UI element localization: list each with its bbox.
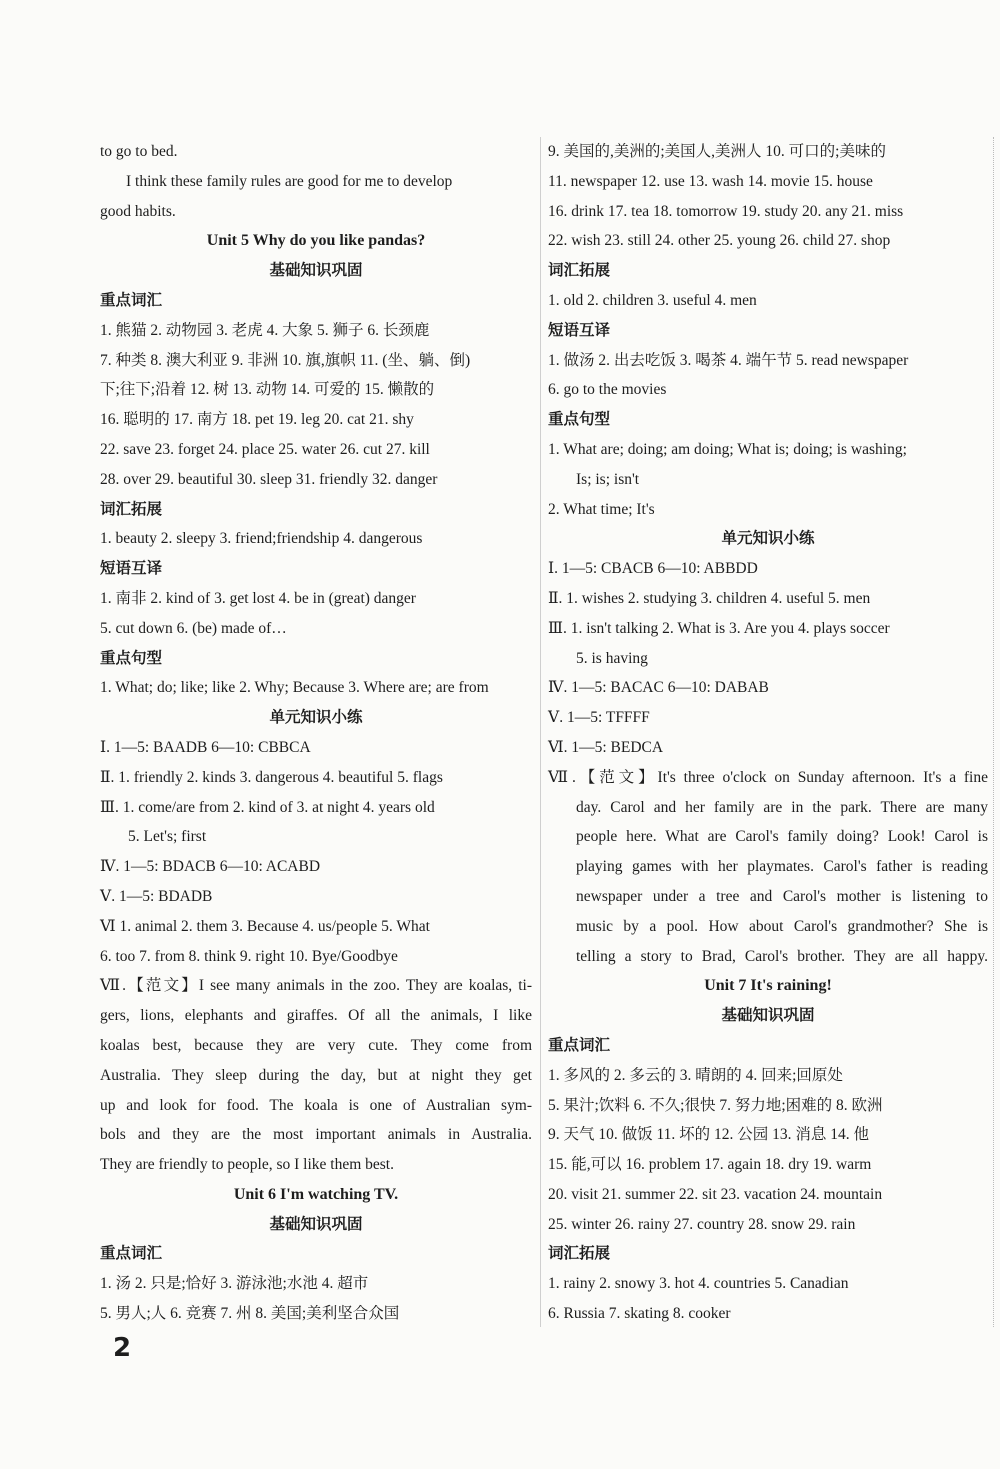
essay-line: playing games with her playmates. Carol's father is reading (576, 858, 988, 876)
answer-line: 25. winter 26. rainy 27. country 28. snow 29. rain (548, 1215, 856, 1233)
answer-line: 1. 南非 2. kind of 3. get lost 4. be in (great) danger (100, 589, 416, 607)
essay-line: bols and they are the most important animals in Australia. (100, 1126, 532, 1144)
answer-line: 1. 汤 2. 只是;恰好 3. 游泳池;水池 4. 超市 (100, 1275, 369, 1293)
answer-line: 6. go to the movies (548, 381, 667, 399)
answer-line: 5. cut down 6. (be) made of… (100, 619, 287, 637)
section-heading: 词汇拓展 (100, 499, 163, 518)
answer-line: Ⅳ. 1—5: BDACB 6—10: ACABD (100, 858, 321, 876)
essay-line: up and look for food. The koala is one of Australian sym- (100, 1096, 532, 1114)
answer-line: Ⅰ. 1—5: CBACB 6—10: ABBDD (548, 560, 758, 578)
essay-line: Ⅶ.【范文】I see many animals in the zoo. They are koalas, ti- (100, 977, 532, 995)
section-heading: 重点句型 (548, 410, 611, 429)
answer-line: 15. 能,可以 16. problem 17. again 18. dry 19. warm (548, 1156, 872, 1174)
unit-title: Unit 5 Why do you like pandas? (206, 232, 426, 250)
answer-line: 11. newspaper 12. use 13. wash 14. movie 15. house (548, 172, 873, 190)
answer-line: Ⅲ. 1. come/are from 2. kind of 3. at night 4. years old (100, 798, 435, 816)
answer-line: Ⅵ. 1—5: BEDCA (548, 738, 664, 756)
section-heading: 重点句型 (100, 648, 163, 667)
answer-line: 1. What are; doing; am doing; What is; doing; is washing; (548, 440, 907, 458)
answer-line: to go to bed. (100, 143, 178, 160)
essay-line: day. Carol and her family are in the park. There are many (576, 798, 988, 816)
answer-line: Ⅰ. 1—5: BAADB 6—10: CBBCA (100, 738, 311, 756)
section-subheading: 单元知识小练 (721, 529, 815, 548)
page-number: 2 (113, 1333, 132, 1363)
answer-line: 16. drink 17. tea 18. tomorrow 19. study 20. any 21. miss (548, 202, 904, 220)
answer-line: 7. 种类 8. 澳大利亚 9. 非洲 10. 旗,旗帜 11. (坐、躺、倒) (100, 351, 471, 369)
essay-line: newspaper under a tree and Carol's mother is listening to (576, 887, 988, 905)
left-column (100, 137, 532, 1329)
section-heading: 重点词汇 (100, 1244, 163, 1263)
section-heading: 词汇拓展 (548, 261, 611, 280)
answer-line: 1. rainy 2. snowy 3. hot 4. countries 5. Canadian (548, 1275, 849, 1293)
answer-line: good habits. (100, 202, 176, 220)
answer-line: Ⅴ. 1—5: BDADB (100, 887, 213, 905)
answer-line: 5. 果汁;饮料 6. 不久;很快 7. 努力地;困难的 8. 欧洲 (548, 1096, 883, 1114)
section-subheading: 基础知识巩固 (721, 1006, 815, 1025)
unit-title: Unit 6 I'm watching TV. (233, 1185, 399, 1203)
section-subheading: 单元知识小练 (269, 708, 363, 727)
answer-line: 16. 聪明的 17. 南方 18. pet 19. leg 20. cat 21. shy (100, 411, 414, 429)
answer-line: 22. save 23. forget 24. place 25. water 26. cut 27. kill (100, 440, 430, 458)
answer-line: 5. 男人;人 6. 竞赛 7. 州 8. 美国;美利坚合众国 (100, 1305, 400, 1323)
answer-line: 2. What time; It's (548, 500, 655, 518)
section-subheading: 基础知识巩固 (269, 261, 363, 280)
answer-line: Ⅳ. 1—5: BACAC 6—10: DABAB (548, 679, 769, 697)
section-heading: 重点词汇 (548, 1035, 611, 1054)
essay-line: music by a pool. How about Carol's grandmother? She is (576, 917, 988, 935)
section-heading: 重点词汇 (100, 290, 163, 309)
unit-title: Unit 7 It's raining! (704, 977, 832, 995)
page-edge (993, 137, 1000, 1327)
essay-line: Ⅶ.【范文】It's three o'clock on Sunday afternoon. It's a fine (548, 768, 988, 786)
answer-line: 20. visit 21. summer 22. sit 23. vacation 24. mountain (548, 1185, 883, 1203)
column-divider (540, 137, 541, 1327)
section-heading: 词汇拓展 (548, 1244, 611, 1263)
right-column (548, 137, 988, 1329)
answer-line: They are friendly to people, so I like them best. (100, 1156, 394, 1174)
answer-line: 9. 天气 10. 做饭 11. 坏的 12. 公园 13. 消息 14. 他 (548, 1126, 870, 1144)
answer-line: 1. What; do; like; like 2. Why; Because 3. Where are; are from (100, 679, 489, 697)
section-subheading: 基础知识巩固 (269, 1214, 363, 1233)
answer-line: 28. over 29. beautiful 30. sleep 31. friendly 32. danger (100, 470, 438, 488)
answer-line: Is; is; isn't (576, 470, 640, 488)
answer-line: Ⅵ 1. animal 2. them 3. Because 4. us/people 5. What (100, 917, 430, 935)
answer-line: 9. 美国的,美洲的;美国人,美洲人 10. 可口的;美味的 (548, 143, 886, 160)
answer-line: Ⅲ. 1. isn't talking 2. What is 3. Are you 4. plays soccer (548, 619, 890, 637)
answer-line: Ⅱ. 1. friendly 2. kinds 3. dangerous 4. beautiful 5. flags (100, 768, 443, 786)
answer-line: 1. beauty 2. sleepy 3. friend;friendship 4. dangerous (100, 530, 423, 548)
answer-line: 22. wish 23. still 24. other 25. young 26. child 27. shop (548, 232, 891, 250)
essay-line: people here. What are Carol's family doing? Look! Carol is (576, 828, 988, 846)
answer-line: 5. Let's; first (128, 828, 207, 846)
answer-line: 6. too 7. from 8. think 9. right 10. Bye/Goodbye (100, 947, 398, 965)
section-heading: 短语互译 (100, 559, 163, 578)
section-heading: 短语互译 (548, 320, 611, 339)
answer-line: 1. old 2. children 3. useful 4. men (548, 291, 757, 309)
essay-line: koalas best, because they are very cute. They come from (100, 1036, 532, 1054)
answer-line: 下;往下;沿着 12. 树 13. 动物 14. 可爱的 15. 懒散的 (100, 381, 435, 399)
answer-line: 1. 做汤 2. 出去吃饭 3. 喝茶 4. 端午节 5. read newspaper (548, 351, 909, 369)
answer-line: 1. 多风的 2. 多云的 3. 晴朗的 4. 回来;回原处 (548, 1066, 843, 1084)
answer-line: Ⅴ. 1—5: TFFFF (548, 709, 650, 727)
answer-line: 5. is having (576, 649, 648, 667)
answer-line: 1. 熊猫 2. 动物园 3. 老虎 4. 大象 5. 狮子 6. 长颈鹿 (100, 321, 430, 339)
essay-line: gers, lions, elephants and giraffes. Of all the animals, I like (100, 1007, 532, 1025)
answer-line: 6. Russia 7. skating 8. cooker (548, 1305, 731, 1323)
answer-line: Ⅱ. 1. wishes 2. studying 3. children 4. useful 5. men (548, 589, 871, 607)
text-line: I think these family rules are good for me to develop (126, 172, 453, 190)
essay-line: telling a story to Brad, Carol's brother. They are all happy. (576, 947, 988, 965)
essay-line: Australia. They sleep during the day, but at night they get (100, 1066, 532, 1084)
